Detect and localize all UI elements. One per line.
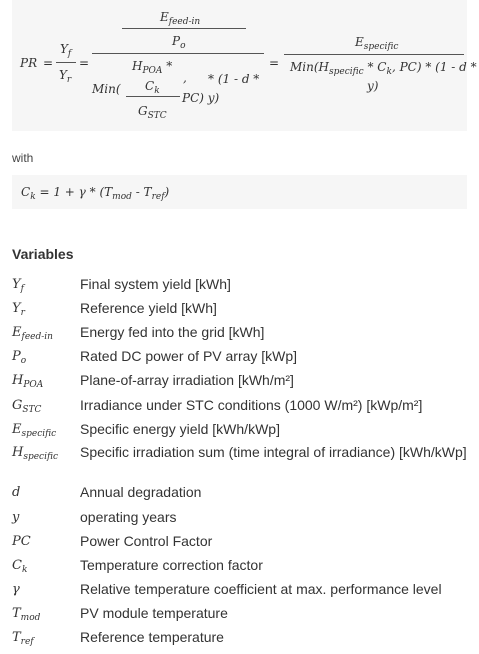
variable-symbol: $C_k$ [12,558,28,575]
variable-description: Final system yield [kWh] [80,276,231,292]
variable-description: Specific energy yield [kWh/kWp] [80,421,280,437]
ck-gstc-fraction-bar [126,96,180,97]
variable-symbol: $E_{feed-in}$ [12,325,53,342]
hpoa-symbol: $H_{POA}$ * [132,59,173,76]
variable-symbol: $H_{POA}$ [12,373,44,390]
variable-row [12,629,472,653]
ck-formula: $C_k = 1 + \gamma * (T_{mod} - T_{ref})$ [21,185,170,202]
comma-sign: , [183,71,187,85]
variable-row [12,581,472,605]
especific-fraction-bar [284,54,464,55]
variable-row [12,397,472,421]
variable-description: Rated DC power of PV array [kWp] [80,348,298,364]
variable-description: operating years [80,509,177,525]
variable-row [12,484,472,509]
variables-list [12,276,472,653]
min-open: Min( [92,82,121,96]
variable-row [12,533,472,557]
specific-denominator: $Min(H_{specific} * C_k$, PC) * (1 - d * [290,60,477,77]
variable-symbol: y [12,510,20,525]
variable-row [12,509,472,533]
variable-symbol: $G_{STC}$ [12,398,42,415]
variable-description: Specific irradiation sum (time integral of irradiance) [kWh/kWp] [80,444,467,460]
variable-row [12,444,472,484]
especific-symbol: $E_{specific}$ [355,35,399,52]
variable-row [12,372,472,397]
equals-sign: = [43,56,54,70]
pr-formula [12,0,477,131]
variable-symbol: $T_{ref}$ [12,630,34,647]
variable-description: Annual degradation [80,484,202,500]
variable-symbol: γ [12,582,20,597]
variable-row [12,276,472,300]
pr-symbol: PR [20,56,38,70]
variable-description: Plane-of-array irradiation [kWh/m²] [80,372,294,388]
variable-description: Power Control Factor [80,533,213,549]
equals-sign: = [79,56,90,70]
pr-formula-box [12,0,477,131]
variable-symbol: PC [12,534,31,549]
ck-formula-box [12,175,467,209]
variable-symbol: $T_{mod}$ [12,606,41,623]
variable-row [12,605,472,629]
variable-row [12,421,472,444]
main-fraction-bar [92,53,264,54]
variable-row [12,324,472,348]
degradation-part: * (1 - d * [208,72,260,86]
variable-symbol: $Y_r$ [12,301,25,318]
variable-symbol: $Y_f$ [12,277,24,294]
variable-description: Irradiance under STC conditions (1000 W/m²) [kWp/m²] [80,397,423,413]
variable-description: PV module temperature [80,605,228,621]
y-close: y) [367,79,379,93]
with-text: with [12,151,34,165]
variables-heading: Variables [12,246,74,262]
yf-yr-fraction-bar [56,62,76,63]
variable-symbol: $H_{specific}$ [12,445,59,462]
variable-symbol: $E_{specific}$ [12,422,57,439]
equals-sign: = [269,56,280,70]
variable-description: Relative temperature coefficient at max. performance level [80,581,442,597]
ck-symbol: $C_k$ [145,79,160,96]
variable-row [12,348,472,372]
variable-symbol: $P_o$ [12,349,27,366]
variable-description: Temperature correction factor [80,557,263,573]
gstc-symbol: $G_{STC}$ [138,104,167,121]
yf-symbol: $Y_f$ [60,42,72,59]
variable-symbol: d [12,485,21,500]
efeed-in-symbol: $E_{feed-in}$ [160,10,201,27]
variable-row [12,300,472,324]
pc-close: PC) y) [182,91,220,105]
variable-description: Reference yield [kWh] [80,300,217,316]
efeed-po-fraction-bar [122,28,246,29]
yr-symbol: $Y_r$ [59,68,72,85]
variable-description: Energy fed into the grid [kWh] [80,324,265,340]
variable-row [12,557,472,581]
variable-description: Reference temperature [80,629,224,645]
po-symbol: $P_o$ [172,34,186,51]
